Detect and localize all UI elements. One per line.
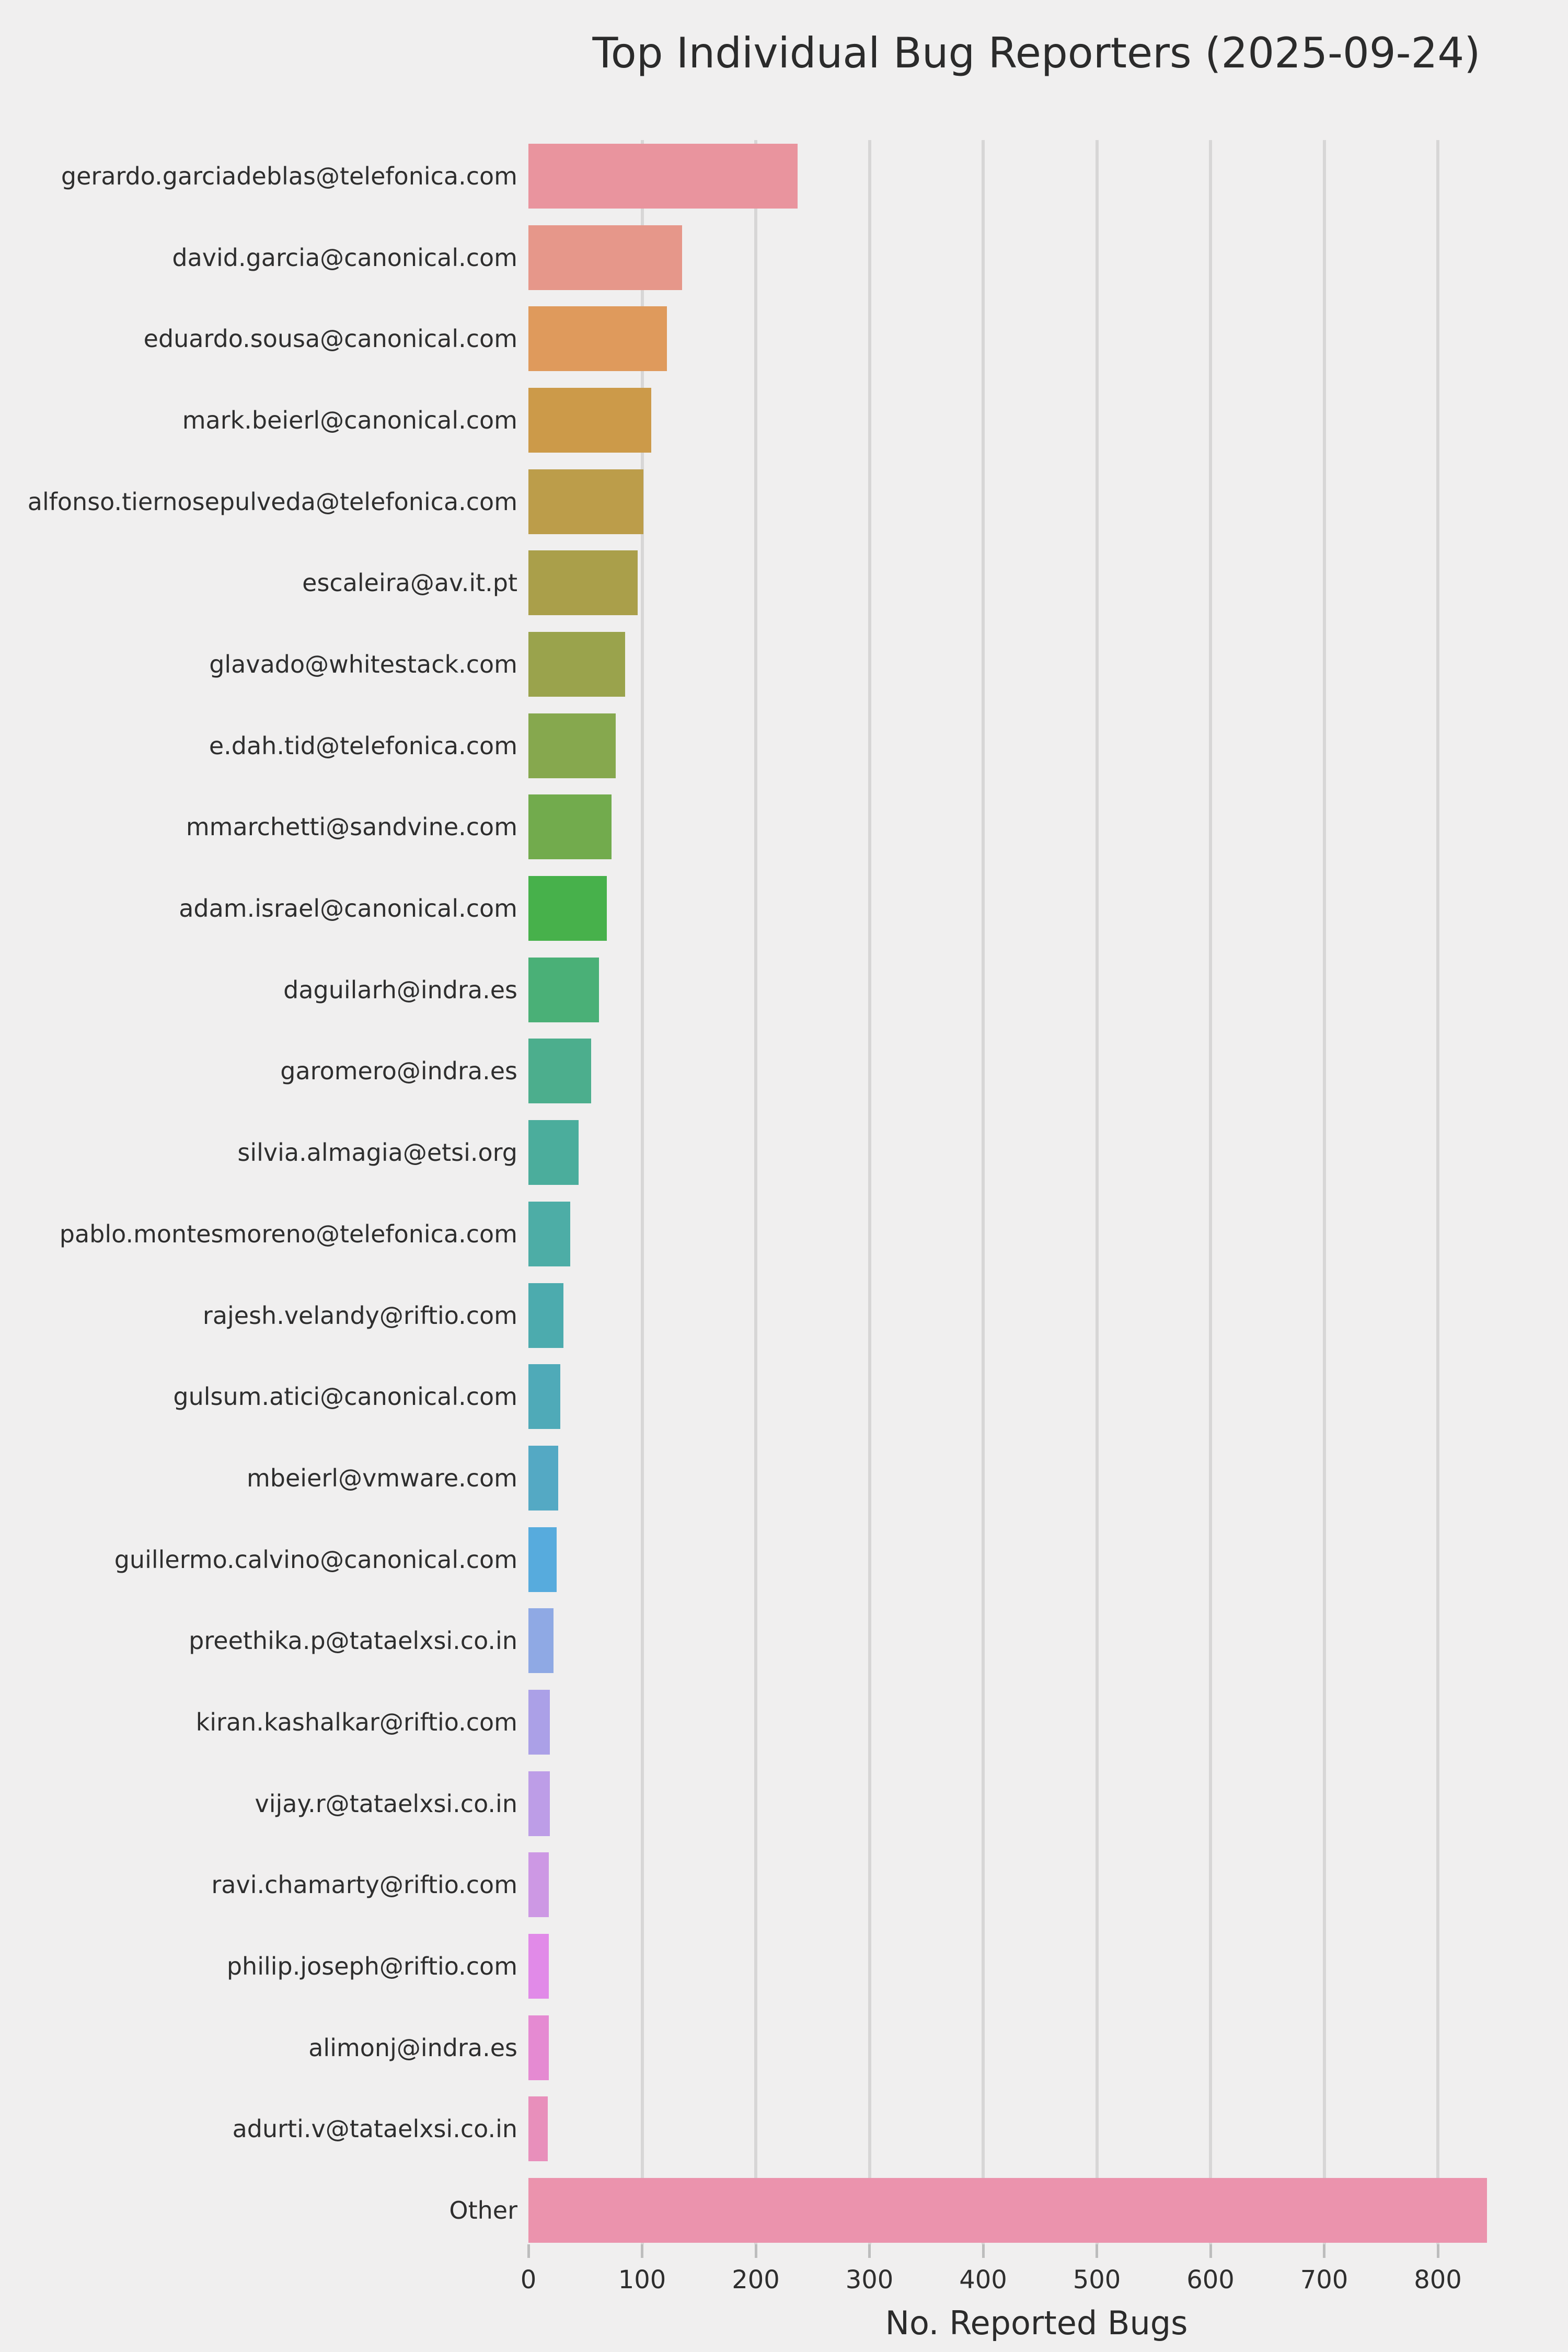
y-category-label: mark.beierl@canonical.com: [182, 406, 517, 434]
gridline-x-600: [1209, 140, 1212, 2244]
bar-alfonso.tiernosepulveda: [528, 469, 643, 534]
y-category-label: silvia.almagia@etsi.org: [237, 1138, 517, 1167]
x-tick-mark-700: [1323, 2244, 1325, 2258]
x-tick-label-700: 700: [1300, 2265, 1348, 2295]
bar-rajesh.velandy: [528, 1283, 563, 1348]
bar-philip.joseph: [528, 1934, 549, 1999]
y-category-label: david.garcia@canonical.com: [172, 244, 517, 272]
x-axis-label: No. Reported Bugs: [885, 2304, 1188, 2342]
y-category-label: vijay.r@tataelxsi.co.in: [255, 1790, 517, 1818]
y-category-label: pablo.montesmoreno@telefonica.com: [59, 1220, 517, 1248]
x-tick-mark-500: [1096, 2244, 1098, 2258]
y-category-label: eduardo.sousa@canonical.com: [143, 325, 517, 353]
gridline-x-700: [1323, 140, 1326, 2244]
bar-alimonj: [528, 2015, 549, 2080]
bar-gerardo.garciadeblas: [528, 144, 798, 209]
y-category-label: mmarchetti@sandvine.com: [186, 813, 517, 841]
bar-glavado: [528, 632, 625, 697]
bar-mmarchetti: [528, 794, 612, 859]
x-tick-label-100: 100: [618, 2265, 666, 2295]
y-category-label: guillermo.calvino@canonical.com: [114, 1546, 517, 1574]
y-category-label: alfonso.tiernosepulveda@telefonica.com: [27, 488, 517, 516]
gridline-x-100: [641, 140, 644, 2244]
y-category-label: kiran.kashalkar@riftio.com: [195, 1708, 517, 1736]
bar-guillermo.calvino: [528, 1527, 557, 1592]
y-category-label: Other: [449, 2196, 517, 2224]
x-tick-label-600: 600: [1186, 2265, 1235, 2295]
gridline-x-200: [754, 140, 757, 2244]
bar-gulsum.atici: [528, 1364, 560, 1429]
x-tick-mark-600: [1209, 2244, 1212, 2258]
x-tick-mark-300: [868, 2244, 871, 2258]
bar-kiran.kashalkar: [528, 1690, 550, 1755]
bar-mark.beierl: [528, 388, 651, 453]
y-category-label: e.dah.tid@telefonica.com: [209, 732, 517, 760]
y-category-label: gerardo.garciadeblas@telefonica.com: [61, 162, 517, 190]
bar-escaleira: [528, 550, 638, 615]
y-category-label: philip.joseph@riftio.com: [226, 1952, 517, 1980]
x-tick-label-500: 500: [1073, 2265, 1121, 2295]
bar-david.garcia: [528, 225, 682, 290]
bar-garomero: [528, 1039, 591, 1103]
y-category-label: preethika.p@tataelxsi.co.in: [189, 1627, 517, 1655]
bar-vijay.r: [528, 1771, 550, 1836]
y-category-label: ravi.chamarty@riftio.com: [211, 1871, 517, 1899]
bar-eduardo.sousa: [528, 306, 667, 371]
y-category-label: alimonj@indra.es: [308, 2034, 517, 2062]
x-tick-label-400: 400: [959, 2265, 1007, 2295]
gridline-x-300: [868, 140, 871, 2244]
y-category-label: glavado@whitestack.com: [209, 650, 517, 678]
y-category-label: adurti.v@tataelxsi.co.in: [232, 2115, 517, 2143]
x-tick-mark-800: [1437, 2244, 1439, 2258]
x-tick-label-800: 800: [1414, 2265, 1462, 2295]
x-tick-mark-400: [982, 2244, 985, 2258]
x-tick-mark-200: [755, 2244, 757, 2258]
bar-daguilarh: [528, 958, 599, 1022]
y-category-label: gulsum.atici@canonical.com: [173, 1382, 517, 1411]
bar-mbeierl: [528, 1446, 558, 1511]
gridline-x-400: [982, 140, 985, 2244]
bar-pablo.montesmoreno: [528, 1202, 570, 1266]
x-tick-mark-0: [527, 2244, 530, 2258]
y-category-label: rajesh.velandy@riftio.com: [202, 1301, 517, 1330]
gridline-x-800: [1436, 140, 1439, 2244]
bar-e.dah.tid: [528, 713, 616, 778]
y-category-label: garomero@indra.es: [280, 1057, 517, 1085]
y-category-label: mbeierl@vmware.com: [247, 1464, 517, 1492]
y-category-label: escaleira@av.it.pt: [302, 569, 517, 597]
x-tick-mark-100: [641, 2244, 643, 2258]
x-tick-label-0: 0: [520, 2265, 537, 2295]
y-category-label: adam.israel@canonical.com: [179, 894, 517, 923]
bar-adurti.v: [528, 2096, 548, 2161]
bar-adam.israel: [528, 876, 607, 941]
bar-silvia.almagia: [528, 1120, 579, 1185]
chart-title: Top Individual Bug Reporters (2025-09-24): [592, 29, 1481, 77]
x-tick-label-200: 200: [732, 2265, 780, 2295]
bar-preethika.p: [528, 1608, 554, 1673]
x-tick-label-300: 300: [845, 2265, 894, 2295]
y-category-label: daguilarh@indra.es: [283, 976, 517, 1004]
bar-ravi.chamarty: [528, 1852, 549, 1917]
bar-other: [528, 2178, 1487, 2243]
gridline-x-500: [1096, 140, 1099, 2244]
